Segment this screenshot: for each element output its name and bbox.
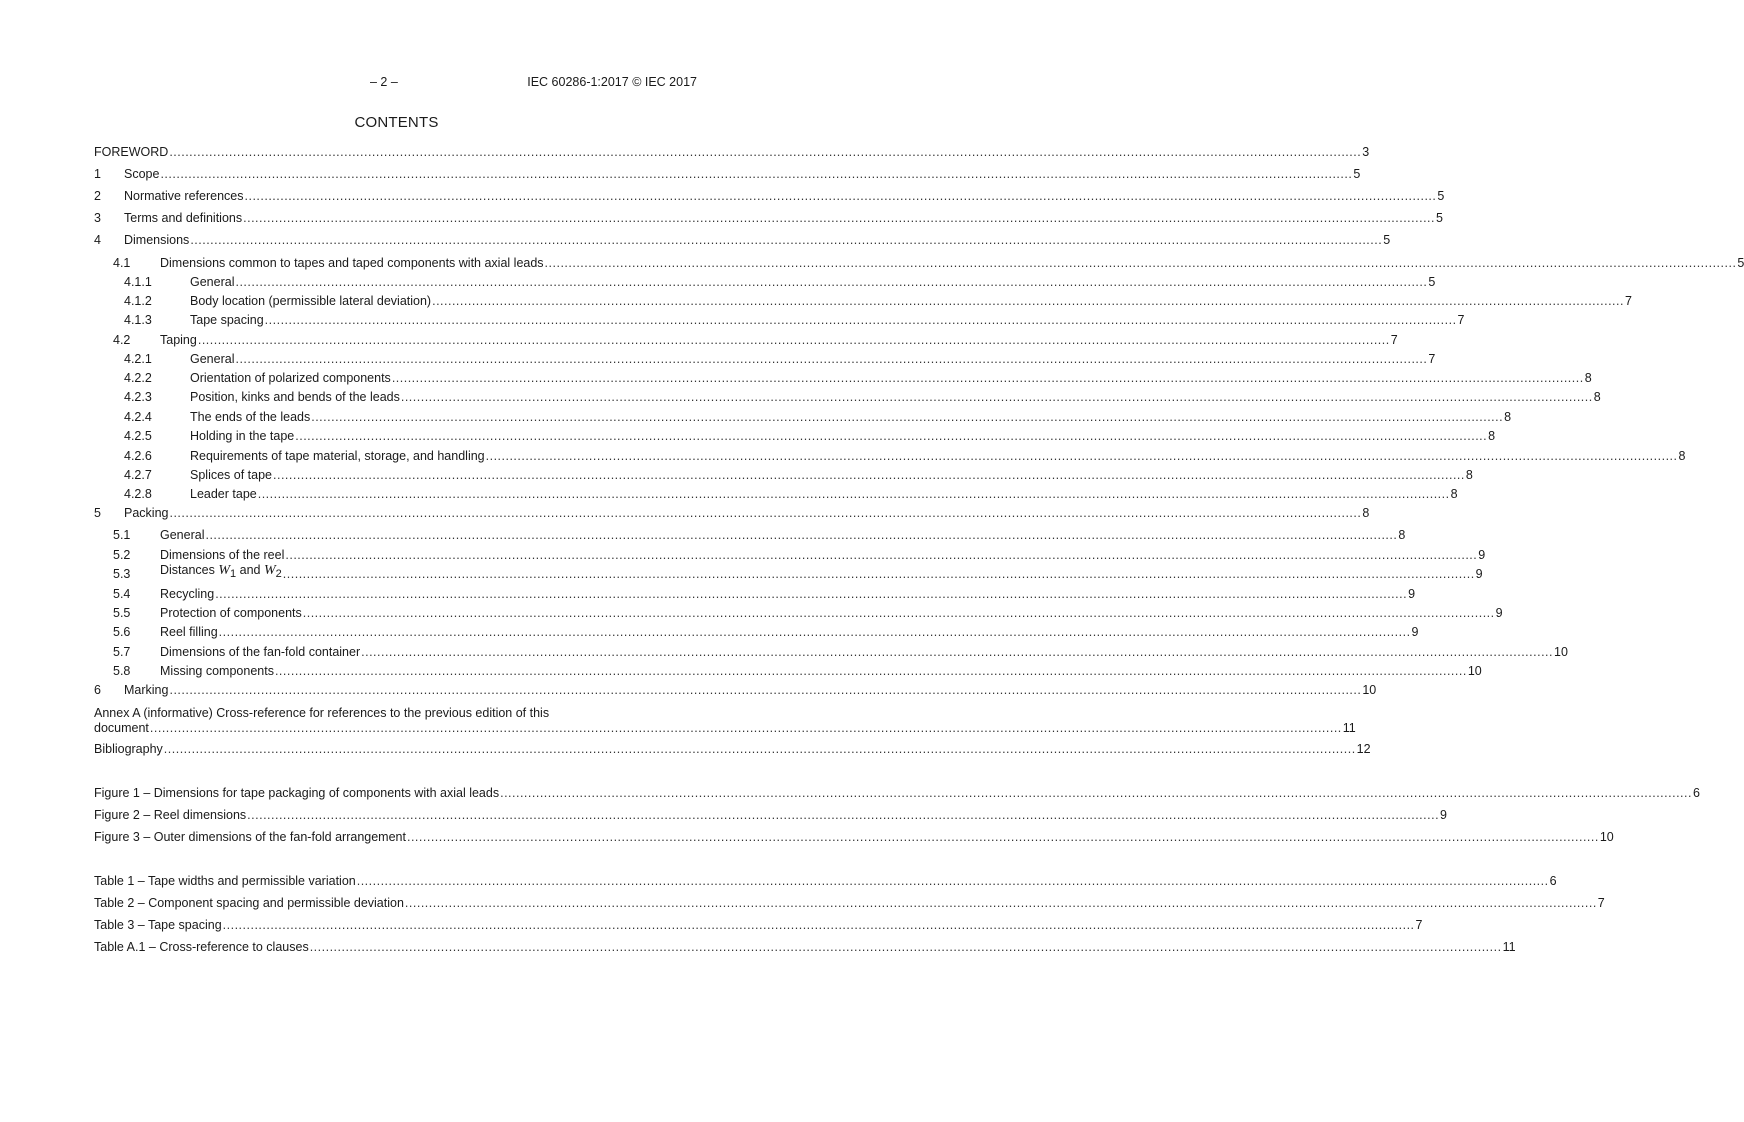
toc-entry-title: Bibliography bbox=[94, 742, 163, 756]
toc-entry-number: 5.1 bbox=[113, 528, 131, 542]
dot-leader: ............................................................................................................................................................................................................................................................................................................ bbox=[222, 918, 1415, 932]
dot-leader: ............................................................................................................................................................................................................................................................................................................ bbox=[215, 587, 1408, 601]
dot-leader: ............................................................................................................................................................................................................................................................................................................ bbox=[218, 625, 1411, 639]
dot-leader: ............................................................................................................................................................................................................................................................................................................ bbox=[311, 410, 1504, 424]
toc-entry-number: 4.1.2 bbox=[124, 294, 152, 308]
toc-entry-title-text: Distances bbox=[160, 563, 215, 577]
toc-entry-page: 8 bbox=[1504, 410, 1512, 424]
toc-entry-title: Packing bbox=[124, 506, 169, 520]
dot-leader: ............................................................................................................................................................................................................................................................................................................ bbox=[309, 940, 1502, 954]
toc-entry-title: Figure 3 – Outer dimensions of the fan-fold arrangement bbox=[94, 830, 406, 844]
toc-entry-number: 1 bbox=[94, 167, 101, 181]
toc-entry-page: 3 bbox=[1362, 145, 1370, 159]
toc-entry[interactable] bbox=[124, 428, 1496, 444]
toc-entry[interactable] bbox=[124, 293, 1632, 309]
dot-leader: ............................................................................................................................................................................................................................................................................................................ bbox=[361, 645, 1553, 659]
dot-leader: ............................................................................................................................................................................................................................................................................................................ bbox=[295, 429, 1488, 443]
toc-entry-title: Missing components bbox=[160, 664, 274, 678]
toc-entry-number: 5 bbox=[94, 506, 101, 520]
toc-entry[interactable] bbox=[113, 332, 1398, 348]
dot-leader: ............................................................................................................................................................................................................................................................................................................ bbox=[149, 721, 1342, 735]
toc-entry-number: 5.8 bbox=[113, 664, 131, 678]
toc-entry-number: 4.2.4 bbox=[124, 410, 152, 424]
dot-leader: ............................................................................................................................................................................................................................................................................................................ bbox=[197, 333, 1390, 347]
page-number: – 2 – bbox=[370, 75, 398, 89]
toc-entry-page: 7 bbox=[1390, 333, 1398, 347]
dot-leader: ............................................................................................................................................................................................................................................................................................................ bbox=[282, 567, 1475, 581]
toc-entry-number: 4.2.6 bbox=[124, 449, 152, 463]
toc-entry[interactable] bbox=[113, 586, 1416, 602]
toc-entry-title: Normative references bbox=[124, 189, 244, 203]
variable-w2: W bbox=[264, 563, 276, 578]
toc-entry-page: 8 bbox=[1362, 506, 1370, 520]
toc-entry[interactable] bbox=[94, 895, 1605, 911]
toc-entry-title-connector: and bbox=[239, 563, 261, 577]
toc-entry-page: 8 bbox=[1488, 429, 1496, 443]
toc-entry-page: 7 bbox=[1597, 896, 1605, 910]
dot-leader: ............................................................................................................................................................................................................................................................................................................ bbox=[500, 786, 1692, 800]
toc-entry[interactable] bbox=[94, 741, 1371, 757]
page-title: CONTENTS bbox=[354, 114, 439, 131]
toc-entry-page: 8 bbox=[1678, 449, 1686, 463]
toc-entry-number: 4.1.3 bbox=[124, 313, 152, 327]
toc-annex-title[interactable]: Annex A (informative) Cross-reference for references to the previous edition of this bbox=[94, 706, 550, 720]
dot-leader: ............................................................................................................................................................................................................................................................................................................ bbox=[264, 313, 1457, 327]
toc-entry-page: 5 bbox=[1437, 189, 1445, 203]
toc-entry[interactable] bbox=[113, 605, 1503, 621]
toc-entry[interactable] bbox=[94, 210, 1443, 226]
toc-entry-page: 8 bbox=[1593, 390, 1601, 404]
dot-leader: ............................................................................................................................................................................................................................................................................................................ bbox=[169, 683, 1362, 697]
toc-entry-page: 9 bbox=[1495, 606, 1503, 620]
toc-entry[interactable] bbox=[94, 807, 1447, 823]
toc-entry-page: 7 bbox=[1415, 918, 1423, 932]
toc-entry-page: 10 bbox=[1599, 830, 1614, 844]
toc-entry-page: 9 bbox=[1440, 808, 1447, 822]
toc-entry-number: 5.6 bbox=[113, 625, 131, 639]
toc-entry-page: 10 bbox=[1554, 645, 1568, 659]
toc-entry-title: Tape spacing bbox=[190, 313, 264, 327]
dot-leader: ............................................................................................................................................................................................................................................................................................................ bbox=[163, 742, 1356, 756]
toc-entry-page: 7 bbox=[1624, 294, 1632, 308]
toc-entry-number: 3 bbox=[94, 211, 101, 225]
toc-entry-title: Figure 1 – Dimensions for tape packaging of components with axial leads bbox=[94, 786, 500, 800]
dot-leader: ............................................................................................................................................................................................................................................................................................................ bbox=[273, 468, 1465, 482]
toc-entry-number: 6 bbox=[94, 683, 101, 697]
toc-entry[interactable] bbox=[94, 720, 1356, 736]
toc-entry-number: 4 bbox=[94, 233, 101, 247]
toc-entry-number: 4.1 bbox=[113, 256, 131, 270]
toc-entry-number: 2 bbox=[94, 189, 101, 203]
dot-leader: ............................................................................................................................................................................................................................................................................................................ bbox=[169, 506, 1362, 520]
dot-leader: ............................................................................................................................................................................................................................................................................................................ bbox=[243, 211, 1435, 225]
dot-leader: ............................................................................................................................................................................................................................................................................................................ bbox=[205, 528, 1398, 542]
toc-entry-title: Body location (permissible lateral deviation) bbox=[190, 294, 432, 308]
subscript-2: 2 bbox=[275, 568, 282, 580]
toc-entry-title: Figure 2 – Reel dimensions bbox=[94, 808, 247, 822]
page-header bbox=[0, 75, 793, 93]
toc-entry[interactable] bbox=[124, 467, 1473, 483]
toc-entry-title: General bbox=[190, 352, 235, 366]
dot-leader: ............................................................................................................................................................................................................................................................................................................ bbox=[247, 808, 1440, 822]
toc-entry[interactable] bbox=[124, 389, 1601, 405]
toc-entry-page: 8 bbox=[1584, 371, 1592, 385]
toc-entry[interactable] bbox=[113, 624, 1419, 640]
subscript-1: 1 bbox=[230, 568, 237, 580]
toc-entry-title: Recycling bbox=[160, 587, 215, 601]
toc-entry-title: Holding in the tape bbox=[190, 429, 295, 443]
dot-leader: ............................................................................................................................................................................................................................................................................................................ bbox=[274, 664, 1467, 678]
toc-entry-page: 5 bbox=[1436, 211, 1443, 225]
toc-entry-number: 4.2.7 bbox=[124, 468, 152, 482]
toc-entry[interactable] bbox=[94, 144, 1370, 160]
toc-entry-title: Dimensions common to tapes and taped components with axial leads bbox=[160, 256, 544, 270]
toc-entry[interactable] bbox=[124, 486, 1458, 502]
toc-entry-page: 10 bbox=[1362, 683, 1377, 697]
dot-leader: ............................................................................................................................................................................................................................................................................................................ bbox=[356, 874, 1549, 888]
toc-entry-page: 9 bbox=[1475, 567, 1483, 581]
toc-entry-title: Table 2 – Component spacing and permissible deviation bbox=[94, 896, 404, 910]
toc-entry-title: Orientation of polarized components bbox=[190, 371, 391, 385]
toc-entry[interactable] bbox=[113, 255, 1744, 271]
toc-entry-title: document bbox=[94, 721, 149, 735]
toc-entry-number: 5.7 bbox=[113, 645, 131, 659]
dot-leader: ............................................................................................................................................................................................................................................................................................................ bbox=[302, 606, 1495, 620]
toc-entry-title: FOREWORD bbox=[94, 145, 169, 159]
dot-leader: ............................................................................................................................................................................................................................................................................................................ bbox=[235, 275, 1428, 289]
toc-entry[interactable] bbox=[113, 644, 1568, 660]
dot-leader: ............................................................................................................................................................................................................................................................................................................ bbox=[257, 487, 1450, 501]
toc-entry[interactable] bbox=[124, 312, 1465, 328]
toc-entry-page: 8 bbox=[1398, 528, 1406, 542]
toc-entry-page: 5 bbox=[1737, 256, 1744, 270]
toc-entry[interactable] bbox=[94, 682, 1377, 698]
dot-leader: ............................................................................................................................................................................................................................................................................................................ bbox=[160, 167, 1353, 181]
dot-leader: ............................................................................................................................................................................................................................................................................................................ bbox=[190, 233, 1383, 247]
toc-entry-page: 7 bbox=[1457, 313, 1465, 327]
toc-entry-page: 8 bbox=[1465, 468, 1473, 482]
toc-entry-title: The ends of the leads bbox=[190, 410, 311, 424]
toc-entry-number: 4.2 bbox=[113, 333, 131, 347]
toc-entry[interactable] bbox=[124, 274, 1436, 290]
toc-entry-title: Dimensions of the reel bbox=[160, 548, 285, 562]
toc-entry-title: Leader tape bbox=[190, 487, 257, 501]
variable-w1: W bbox=[218, 563, 231, 578]
toc-entry[interactable] bbox=[124, 351, 1436, 367]
toc-entry[interactable] bbox=[113, 663, 1482, 679]
toc-entry[interactable] bbox=[113, 547, 1486, 563]
toc-entry-number: 4.2.2 bbox=[124, 371, 152, 385]
toc-entry-number: 5.3 bbox=[113, 567, 131, 581]
toc-entry-page: 9 bbox=[1478, 548, 1486, 562]
toc-entry-title: General bbox=[160, 528, 205, 542]
toc-entry-title: Protection of components bbox=[160, 606, 302, 620]
toc-entry[interactable] bbox=[124, 370, 1592, 386]
toc-entry-page: 10 bbox=[1467, 664, 1482, 678]
toc-entry-page: 11 bbox=[1342, 721, 1356, 735]
toc-entry-title: Position, kinks and bends of the leads bbox=[190, 390, 400, 404]
toc-entry[interactable] bbox=[94, 917, 1423, 933]
toc-entry-page: 6 bbox=[1692, 786, 1700, 800]
dot-leader: ............................................................................................................................................................................................................................................................................................................ bbox=[406, 830, 1599, 844]
toc-entry-number: 4.2.5 bbox=[124, 429, 152, 443]
toc-entry-title: Dimensions of the fan-fold container bbox=[160, 645, 361, 659]
toc-entry-title: General bbox=[190, 275, 235, 289]
toc-entry-page: 5 bbox=[1353, 167, 1361, 181]
toc-entry-title: Dimensions bbox=[124, 233, 190, 247]
dot-leader: ............................................................................................................................................................................................................................................................................................................ bbox=[391, 371, 1584, 385]
toc-entry-title: Table A.1 – Cross-reference to clauses bbox=[94, 940, 309, 954]
toc-entry[interactable] bbox=[124, 409, 1512, 425]
toc-entry-page: 8 bbox=[1450, 487, 1458, 501]
toc-entry[interactable] bbox=[94, 505, 1370, 521]
toc-entry[interactable] bbox=[113, 563, 1483, 582]
toc-entry-page: 6 bbox=[1549, 874, 1557, 888]
toc-entry-number: 5.2 bbox=[113, 548, 131, 562]
dot-leader: ............................................................................................................................................................................................................................................................................................................ bbox=[235, 352, 1428, 366]
toc-entry-page: 12 bbox=[1356, 742, 1371, 756]
toc-entry-title: Requirements of tape material, storage, and handling bbox=[190, 449, 485, 463]
toc-entry-page: 7 bbox=[1428, 352, 1436, 366]
toc-entry-title: Table 3 – Tape spacing bbox=[94, 918, 222, 932]
toc-entry-title: Terms and definitions bbox=[124, 211, 243, 225]
toc-entry-number: 5.5 bbox=[113, 606, 131, 620]
toc-entry[interactable] bbox=[94, 939, 1516, 955]
dot-leader: ............................................................................................................................................................................................................................................................................................................ bbox=[169, 145, 1362, 159]
toc-entry[interactable] bbox=[124, 448, 1686, 464]
dot-leader: ............................................................................................................................................................................................................................................................................................................ bbox=[432, 294, 1624, 308]
toc-entry-page: 11 bbox=[1502, 940, 1516, 954]
dot-leader: ............................................................................................................................................................................................................................................................................................................ bbox=[244, 189, 1437, 203]
toc-entry[interactable] bbox=[94, 166, 1361, 182]
toc-entry-page: 5 bbox=[1383, 233, 1391, 247]
toc-entry-page: 5 bbox=[1428, 275, 1436, 289]
dot-leader: ............................................................................................................................................................................................................................................................................................................ bbox=[400, 390, 1593, 404]
toc-entry-number: 5.4 bbox=[113, 587, 131, 601]
toc-entry[interactable] bbox=[94, 188, 1445, 204]
toc-entry-title: Table 1 – Tape widths and permissible variation bbox=[94, 874, 356, 888]
dot-leader: ............................................................................................................................................................................................................................................................................................................ bbox=[485, 449, 1678, 463]
toc-entry[interactable] bbox=[113, 527, 1406, 543]
dot-leader: ............................................................................................................................................................................................................................................................................................................ bbox=[544, 256, 1737, 270]
toc-entry-title: Marking bbox=[124, 683, 169, 697]
toc-entry-title: Scope bbox=[124, 167, 160, 181]
dot-leader: ............................................................................................................................................................................................................................................................................................................ bbox=[285, 548, 1478, 562]
toc-entry-title: Reel filling bbox=[160, 625, 218, 639]
toc-entry[interactable] bbox=[94, 785, 1700, 801]
toc-entry-number: 4.1.1 bbox=[124, 275, 152, 289]
toc-entry-page: 9 bbox=[1411, 625, 1419, 639]
toc-entry-title: Splices of tape bbox=[190, 468, 272, 482]
toc-entry-title: Taping bbox=[160, 333, 197, 347]
document-reference: IEC 60286-1:2017 © IEC 2017 bbox=[527, 75, 697, 89]
toc-entry-title bbox=[160, 562, 282, 582]
toc-entry-page: 9 bbox=[1408, 587, 1416, 601]
toc-entry-number: 4.2.8 bbox=[124, 487, 152, 501]
toc-entry[interactable] bbox=[94, 873, 1557, 889]
toc-entry-number: 4.2.3 bbox=[124, 390, 152, 404]
toc-entry-number: 4.2.1 bbox=[124, 352, 152, 366]
toc-entry[interactable] bbox=[94, 829, 1614, 845]
dot-leader: ............................................................................................................................................................................................................................................................................................................ bbox=[404, 896, 1597, 910]
toc-entry[interactable] bbox=[94, 232, 1391, 248]
